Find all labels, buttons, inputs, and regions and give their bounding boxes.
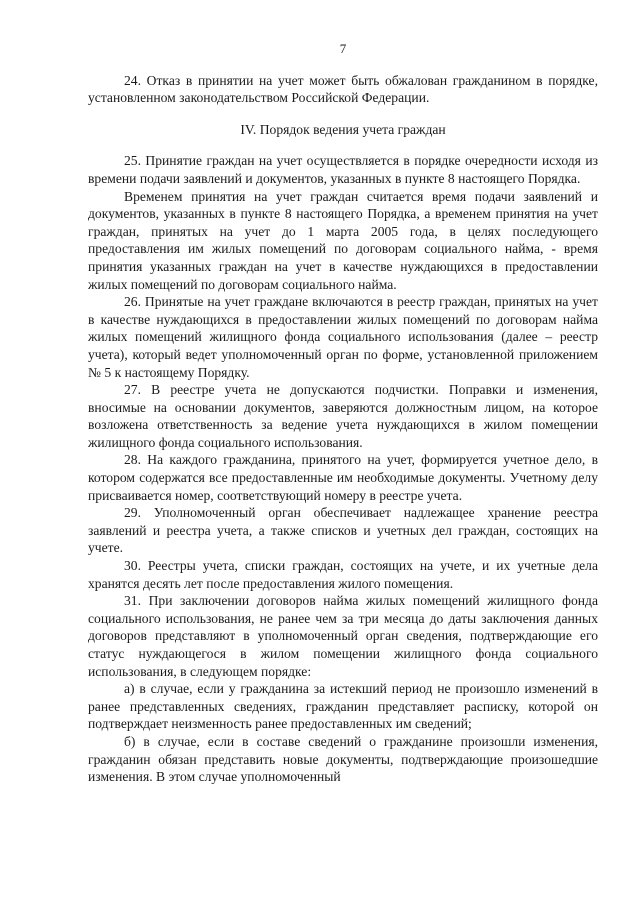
paragraph-27: 27. В реестре учета не допускаются подчистки. Поправки и изменения, вносимые на основании документов, заверяются должностным лицом, на которое возложена ответственность за ведение учета нуждающихся в жилом помещении жилищного фонда социального использования. [88, 382, 598, 450]
paragraph-25-continued: Временем принятия на учет граждан считается время подачи заявлений и документов, указанных в пункте 8 настоящего Порядка, а временем принятия на учет граждан, принятых на учет до 1 марта 2005 года, в целях последующего предоставления им жилых помещений по договорам социального найма, - время принятия указанных граждан на учет в качестве нуждающихся в предоставлении жилых помещений по договорам социального найма. [88, 188, 598, 292]
paragraph-26: 26. Принятые на учет граждане включаются в реестр граждан, принятых на учет в качестве нуждающихся в предоставлении жилых помещений по договорам найма жилых помещений жилищного фонда социального использования (далее – реестр учета), который ведет уполномоченный орган по форме, установленной приложением № 5 к настоящему Порядку. [88, 294, 598, 380]
paragraph-28: 28. На каждого гражданина, принятого на учет, формируется учетное дело, в котором содержатся все предоставленные им необходимые документы. Учетному делу присваивается номер, соответствующий номеру в реестре учета. [88, 452, 598, 503]
paragraph-24: 24. Отказ в принятии на учет может быть обжалован гражданином в порядке, установленном законодательством Российской Федерации. [88, 72, 598, 106]
paragraph-29: 29. Уполномоченный орган обеспечивает надлежащее хранение реестра заявлений и реестра учета, а также списков и учетных дел граждан, состоящих на учете. [88, 505, 598, 556]
section-heading: IV. Порядок ведения учета граждан [240, 121, 446, 137]
paragraph-31-b: б) в случае, если в составе сведений о гражданине произошли изменения, гражданин обязан представить новые документы, подтверждающие произошедшие изменения. В этом случае уполномоченный [88, 733, 598, 785]
paragraph-31-a: а) в случае, если у гражданина за истекший период не произошло изменений в ранее представленных сведениях, гражданин представляет расписку, которой он подтверждает неизменность ранее предоставленных им сведений; [88, 681, 598, 732]
page-number: 7 [339, 41, 347, 56]
document-page [88, 40, 598, 786]
paragraph-25: 25. Принятие граждан на учет осуществляется в порядке очередности исходя из времени подачи заявлений и документов, указанных в пункте 8 настоящего Порядка. [88, 153, 598, 186]
paragraph-30: 30. Реестры учета, списки граждан, состоящих на учете, и их учетные дела хранятся десять лет после предоставления жилого помещения. [88, 558, 598, 591]
paragraph-31: 31. При заключении договоров найма жилых помещений жилищного фонда социального использования, не ранее чем за три месяца до даты заключения данных договоров представляют в уполномоченный орган сведения, подтверждающие его статус нуждающегося в жилом помещении жилищного фонда социального использования, в следующем порядке: [88, 593, 598, 679]
